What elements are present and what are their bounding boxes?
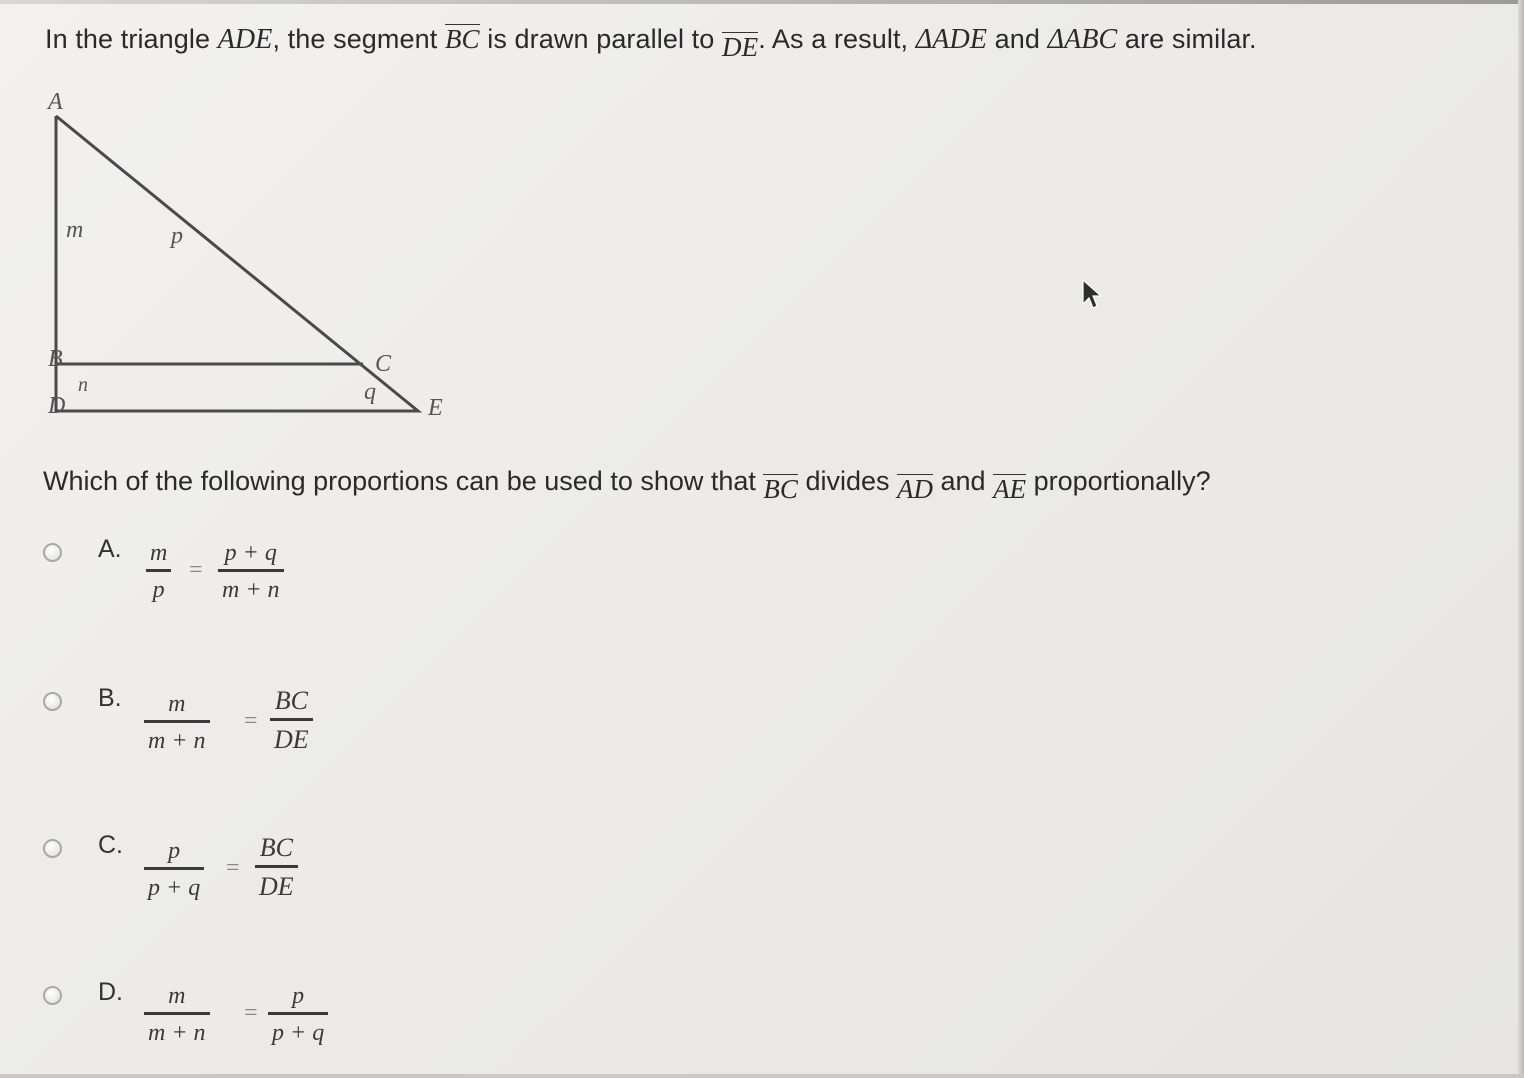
denominator: p + q: [272, 1020, 325, 1046]
stem-text-5: and: [987, 24, 1048, 54]
denominator: p + q: [148, 875, 201, 901]
fraction-right-c: [255, 835, 298, 900]
equals-sign-c: =: [226, 855, 240, 881]
equals-sign-d: =: [244, 1000, 258, 1026]
stem-text-6: are similar.: [1117, 24, 1257, 54]
triangle-ade-outline: [56, 116, 418, 411]
question-prompt: [43, 466, 1211, 504]
radio-button-d[interactable]: [43, 986, 62, 1005]
denominator: m + n: [222, 577, 280, 603]
prompt-text-3: and: [933, 466, 994, 496]
radio-button-a[interactable]: [43, 543, 62, 562]
choice-letter-b: B.: [98, 684, 122, 712]
fraction-right-d: [268, 984, 328, 1045]
triangle-ade-name: ADE: [217, 24, 273, 55]
vertex-label-d: D: [48, 393, 66, 419]
triangle-abc-symbol: ΔABC: [1047, 24, 1118, 55]
triangle-figure: [40, 85, 460, 425]
numerator: BC: [259, 833, 293, 862]
numerator: p + q: [224, 540, 277, 566]
screen-top-edge: [0, 0, 1524, 4]
choice-letter-d: D.: [98, 978, 123, 1006]
numerator: p: [292, 983, 305, 1009]
segment-ae-overline: AE: [993, 474, 1027, 504]
numerator: BC: [274, 686, 308, 715]
question-stem: [45, 24, 1257, 62]
stem-text-1: In the triangle: [45, 24, 218, 54]
numerator: m: [168, 691, 186, 717]
mouse-pointer-icon: [1081, 278, 1103, 310]
segment-ad-overline: AD: [897, 474, 933, 504]
prompt-text-1: Which of the following proportions can be used to show that: [43, 466, 764, 496]
segment-label-q: q: [364, 379, 376, 405]
denominator: DE: [259, 872, 294, 901]
stem-text-3: is drawn parallel to: [479, 24, 722, 54]
denominator: p: [152, 577, 165, 603]
prompt-text-2: divides: [797, 466, 897, 496]
denominator: m + n: [148, 1020, 206, 1046]
radio-button-b[interactable]: [43, 692, 62, 711]
radio-button-c[interactable]: [43, 839, 62, 858]
fraction-left-a: [146, 541, 171, 602]
fraction-left-b: [144, 692, 210, 753]
equals-sign-a: =: [189, 557, 203, 583]
numerator: p: [168, 838, 181, 864]
segment-de-overline: DE: [721, 32, 759, 62]
choice-d[interactable]: [40, 976, 440, 1056]
numerator: m: [168, 983, 186, 1009]
screen-bottom-edge: [0, 1074, 1524, 1078]
screen-right-edge: [1518, 0, 1524, 1078]
numerator: m: [150, 540, 168, 566]
segment-bc-overline-2: BC: [763, 474, 798, 504]
choice-c[interactable]: [40, 829, 440, 909]
fraction-left-c: [144, 839, 204, 900]
vertex-label-c: C: [375, 351, 392, 377]
denominator: DE: [274, 725, 309, 754]
segment-label-m: m: [66, 217, 84, 243]
segment-label-p: p: [171, 223, 183, 249]
vertex-label-e: E: [428, 395, 443, 421]
choice-letter-a: A.: [98, 535, 122, 563]
choice-a[interactable]: [40, 533, 440, 613]
stem-text-2: , the segment: [272, 24, 445, 54]
prompt-text-4: proportionally?: [1026, 466, 1211, 496]
triangle-ade-symbol: ΔADE: [915, 24, 988, 55]
fraction-left-d: [144, 984, 210, 1045]
denominator: m + n: [148, 728, 206, 754]
choice-b[interactable]: [40, 682, 440, 762]
segment-label-n: n: [78, 374, 88, 396]
segment-bc-overline: BC: [444, 24, 480, 54]
vertex-label-b: B: [48, 346, 63, 372]
fraction-right-b: [270, 688, 313, 753]
choice-letter-c: C.: [98, 831, 123, 859]
equals-sign-b: =: [244, 708, 258, 734]
stem-text-4: . As a result,: [758, 24, 916, 54]
vertex-label-a: A: [48, 89, 63, 115]
fraction-right-a: [218, 541, 284, 602]
